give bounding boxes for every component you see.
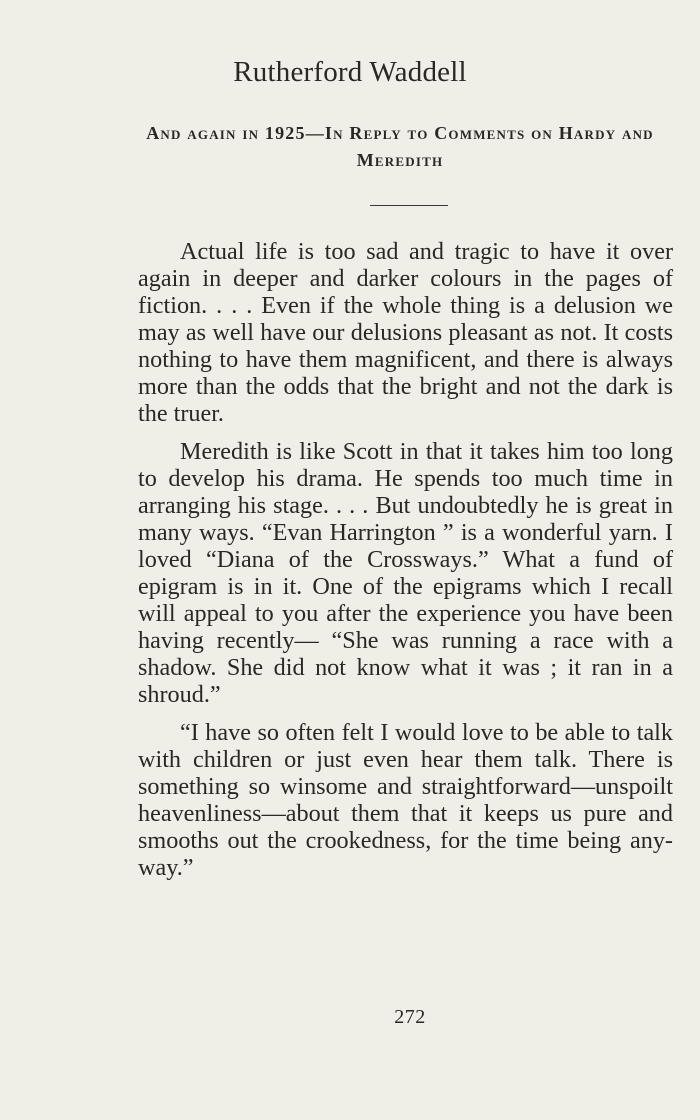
paragraph: Actual life is too sad and tragic to have it over again in deeper and darker colours in the pages of fiction. . . . Even if the whole thing is a delusion we may as well have our delusions pleasant as not. It costs nothing to have them magnificent, and there is always more than the odds that the bright and not the dark is the truer. <box>138 238 673 427</box>
body-text <box>138 238 673 892</box>
section-subtitle: And again in 1925—In Reply to Comments on Hardy and Meredith <box>146 123 654 170</box>
running-head: Rutherford Waddell <box>233 56 467 88</box>
paragraph: Meredith is like Scott in that it takes him too long to develop his drama. He spends too much time in arranging his stage. . . . But undoubtedly he is great in many ways. “Evan Harrington ” is a wonderful yarn. I loved “Diana of the Crossways.” What a fund of epigram is in it. One of the epigrams which I recall will appeal to you after the experience you have been having recently— “She was running a race with a shadow. She did not know what it was ; it ran in a shroud.” <box>138 438 673 708</box>
divider-rule <box>370 205 448 206</box>
page-number: 272 <box>394 1006 426 1028</box>
paragraph: “I have so often felt I would love to be able to talk with children or just even hear them talk. There is something so winsome and straightforward—unspoilt heavenliness—about them that it keeps us pure and smooths out the crookedness, for the time being any-way.” <box>138 719 673 881</box>
